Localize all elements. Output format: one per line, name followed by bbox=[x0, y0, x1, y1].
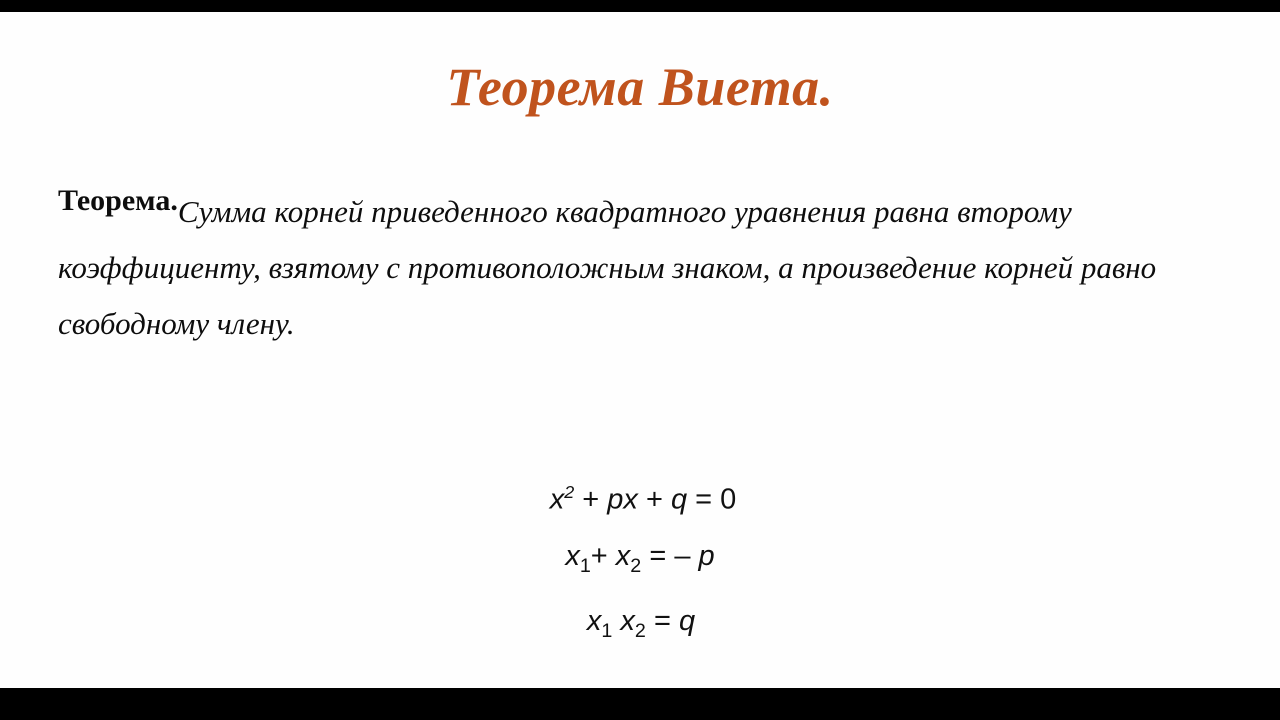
formula-exponent-2: 2 bbox=[564, 482, 575, 502]
slide-canvas bbox=[0, 12, 1280, 688]
formula-plus-2: + bbox=[645, 483, 663, 516]
sum-x1: x bbox=[565, 539, 580, 572]
formula-plus-1: + bbox=[582, 483, 600, 516]
formula-roots-product bbox=[0, 593, 1280, 659]
sum-plus: + bbox=[590, 539, 608, 572]
product-x2: x bbox=[620, 605, 635, 638]
sum-minus-sign: – bbox=[674, 539, 691, 572]
theorem-body-text: Сумма корней приведенного квадратного уравнения равна второму коэффициенту, взятому с противоположным знаком, а произведение корней равно свободному члену. bbox=[58, 194, 1157, 341]
product-x1: x bbox=[586, 605, 602, 638]
formula-p: p bbox=[607, 483, 624, 516]
product-equals: = bbox=[653, 605, 671, 638]
formula-x-second: x bbox=[623, 483, 638, 516]
formula-equals: = bbox=[695, 483, 713, 516]
sum-subscript-1: 1 bbox=[579, 554, 591, 577]
formula-group bbox=[0, 464, 1280, 659]
product-q: q bbox=[678, 605, 696, 638]
formula-zero: 0 bbox=[720, 483, 737, 516]
formula-quadratic-equation bbox=[0, 464, 1280, 528]
sum-x2: x bbox=[615, 539, 631, 572]
formula-q: q bbox=[670, 483, 688, 516]
sum-subscript-2: 2 bbox=[630, 554, 642, 577]
letterbox-top-bar bbox=[0, 0, 1280, 12]
sum-p: p bbox=[698, 539, 715, 572]
letterbox-bottom-bar bbox=[0, 688, 1280, 720]
page-title: Теорема Виета. bbox=[446, 57, 834, 117]
formula-roots-sum bbox=[0, 528, 1280, 594]
product-subscript-2: 2 bbox=[634, 620, 646, 643]
formula-x: x bbox=[549, 483, 565, 516]
product-subscript-1: 1 bbox=[601, 620, 613, 643]
theorem-statement bbox=[58, 184, 1238, 352]
sum-equals: = bbox=[649, 539, 667, 572]
theorem-label: Теорема. bbox=[58, 184, 178, 217]
